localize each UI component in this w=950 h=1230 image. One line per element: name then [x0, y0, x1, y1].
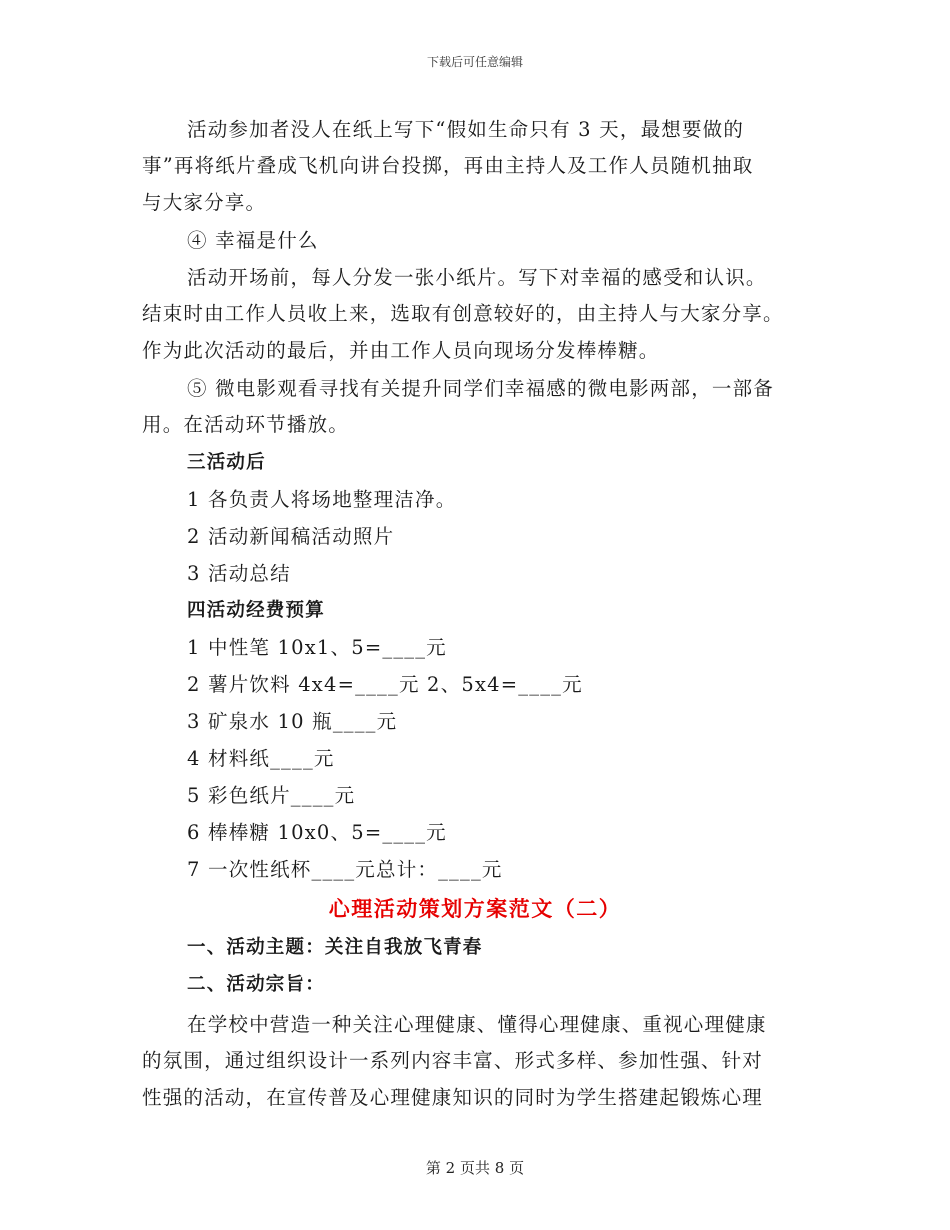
budget-item: 1 中性笔 10x1、5=____元	[187, 636, 447, 659]
budget-item: 6 棒棒糖 10x0、5=____元	[187, 821, 447, 844]
paragraph-line: 与大家分享。	[142, 191, 267, 214]
paragraph-line: 活动开场前，每人分发一张小纸片。写下对幸福的感受和认识。	[187, 266, 767, 289]
paragraph-line: 活动参加者没人在纸上写下“假如生命只有 3 天，最想要做的	[187, 118, 745, 141]
list-item: ④ 幸福是什么	[187, 229, 319, 252]
list-item: 1 各负责人将场地整理洁净。	[187, 488, 457, 511]
paragraph-line: 的氛围，通过组织设计一系列内容丰富、形式多样、参加性强、针对	[142, 1049, 764, 1072]
section-heading: 一、活动主题：关注自我放飞青春	[187, 937, 483, 958]
budget-item: 7 一次性纸杯____元总计：____元	[187, 858, 503, 881]
paragraph-line: 在学校中营造一种关注心理健康、懂得心理健康、重视心理健康	[187, 1013, 767, 1036]
section-heading: 二、活动宗旨：	[187, 974, 325, 995]
list-item: 3 活动总结	[187, 562, 291, 585]
budget-item: 2 薯片饮料 4x4=____元 2、5x4=____元	[187, 673, 583, 696]
section-heading: 三活动后	[187, 452, 266, 473]
list-item: ⑤ 微电影观看寻找有关提升同学们幸福感的微电影两部，一部备	[187, 377, 774, 400]
budget-item: 3 矿泉水 10 瓶____元	[187, 710, 398, 733]
paragraph-line: 作为此次活动的最后，并由工作人员向现场分发棒棒糖。	[142, 339, 660, 362]
budget-item: 4 材料纸____元	[187, 747, 335, 770]
list-item: 2 活动新闻稿活动照片	[187, 525, 395, 548]
paragraph-line: 事”再将纸片叠成飞机向讲台投掷，再由主持人及工作人员随机抽取	[142, 154, 754, 177]
document-title: 心理活动策划方案范文（二）	[328, 897, 622, 921]
section-heading: 四活动经费预算	[187, 600, 325, 621]
paragraph-line: 性强的活动，在宣传普及心理健康知识的同时为学生搭建起锻炼心理	[142, 1086, 764, 1109]
paragraph-line: 结束时由工作人员收上来，选取有创意较好的，由主持人与大家分享。	[142, 302, 784, 325]
paragraph-line: 用。在活动环节播放。	[142, 413, 350, 436]
page-footer: 第 2 页共 8 页	[425, 1159, 525, 1177]
page-header: 下载后可任意编辑	[426, 55, 523, 69]
budget-item: 5 彩色纸片____元	[187, 784, 356, 807]
